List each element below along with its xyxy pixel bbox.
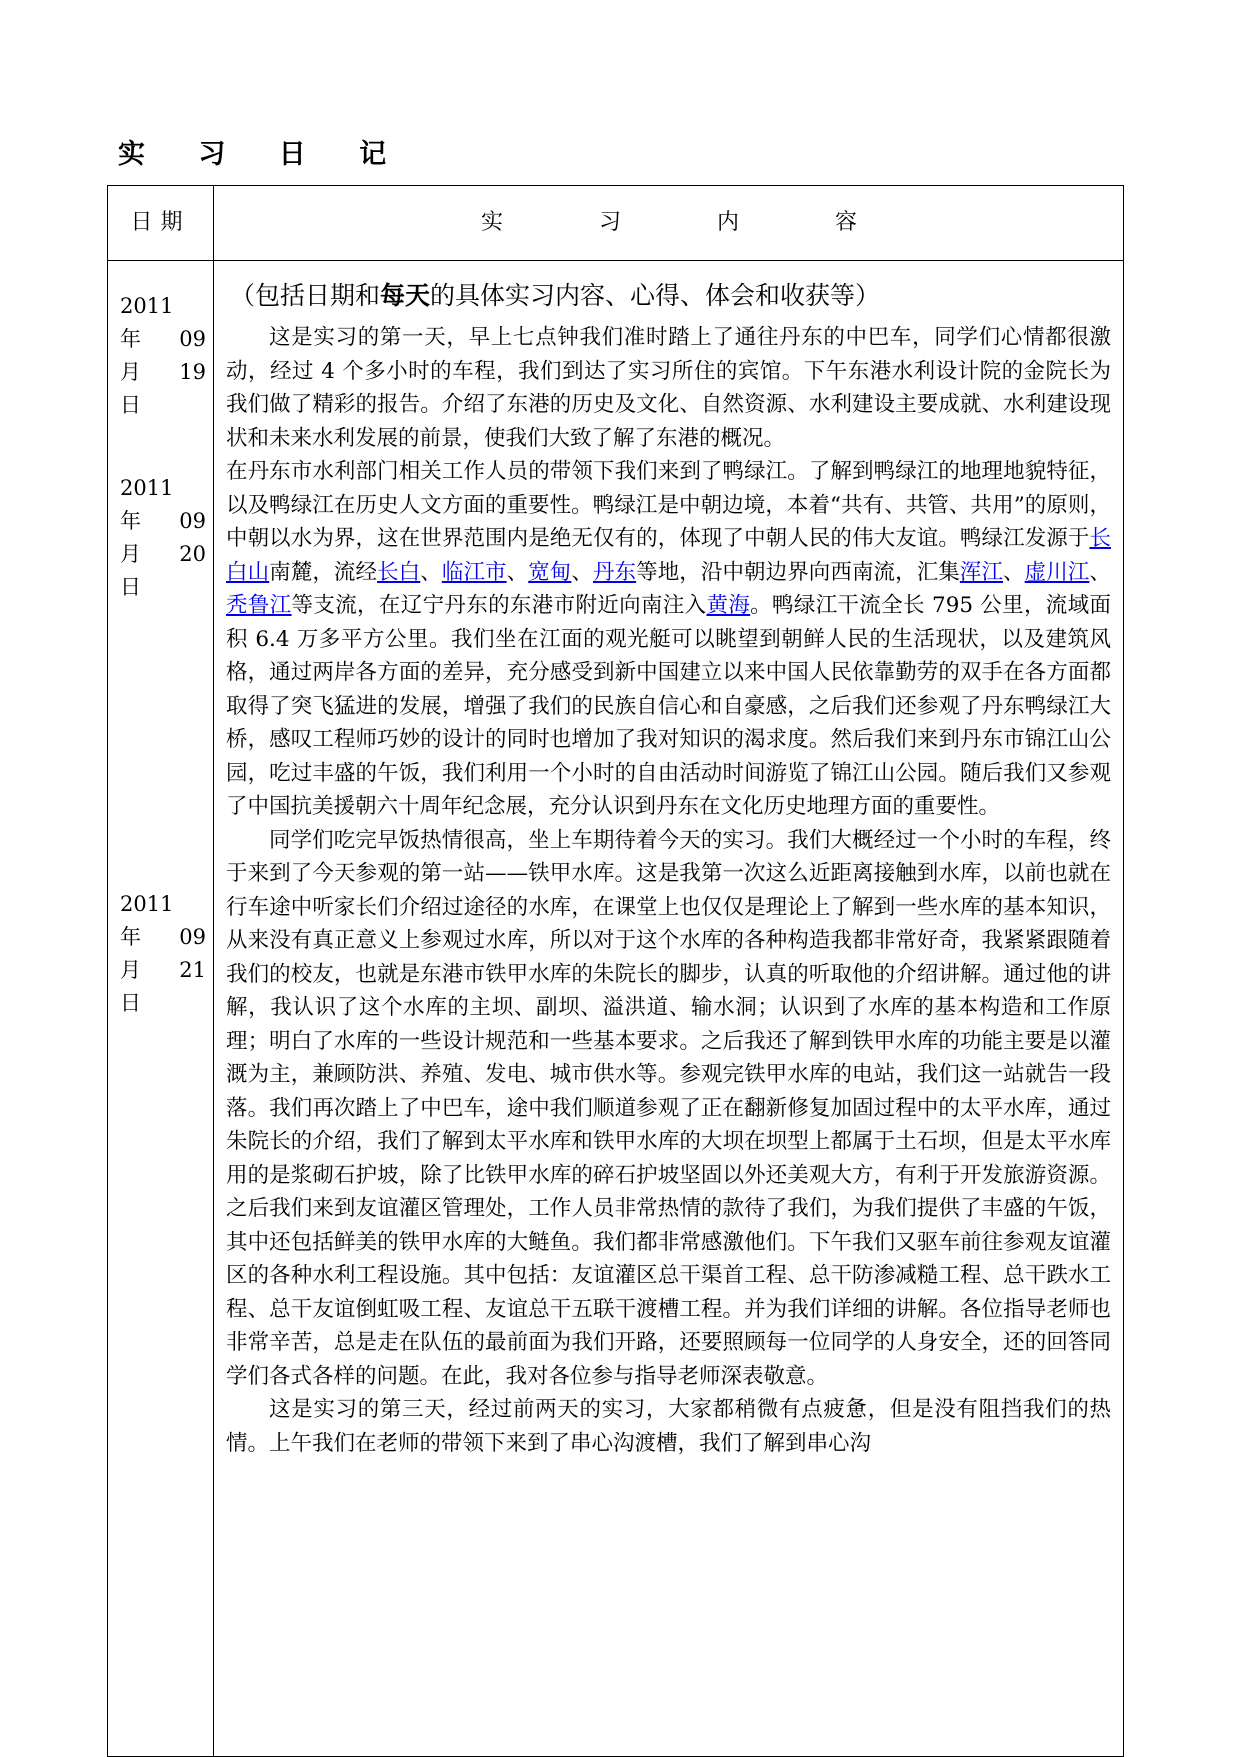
header-content-char: 实 xyxy=(480,210,503,235)
entry-day-3: 同学们吃完早饭热情很高，坐上车期待着今天的实习。我们大概经过一个小时的车程，终于来到了今天参观的第一站——铁甲水库。这是我第一次这么近距离接触到水库，以前也就在行车途中听家长们介绍过途径的水库，在课堂上也仅仅是理论上了解到一些水库的基本知识，从来没有真正意义上参观过水库，所以对于这个水库的各种构造我都非常好奇，我紧紧跟随着我们的校友，也就是东港市铁甲水库的朱院长的脚步，认真的听取他的介绍讲解。通过他的讲解，我认识了这个水库的主坝、副坝、溢洪道、输水洞；认识到了水库的基本构造和工作原理；明白了水库的一些设计规范和一些基本要求。之后我还了解到铁甲水库的功能主要是以灌溉为主，兼顾防洪、养殖、发电、城市供水等。参观完铁甲水库的电站，我们这一站就告一段落。我们再次踏上了中巴车，途中我们顺道参观了正在翻新修复加固过程中的太平水库，通过朱院长的介绍，我们了解到太平水库和铁甲水库的大坝在坝型上都属于土石坝，但是太平水库用的是浆砌石护坡，除了比铁甲水库的碎石护坡坚固以外还美观大方，有利于开发旅游资源。之后我们来到友谊灌区管理处，工作人员非常热情的款待了我们，为我们提供了丰盛的午饭，其中还包括鲜美的铁甲水库的大鲢鱼。我们都非常感激他们。下午我们又驱车前往参观友谊灌区的各种水利工程设施。其中包括：友谊灌区总干渠首工程、总干防渗减糙工程、总干跌水工程、总干友谊倒虹吸工程、友谊总干五联干渡槽工程。并为我们详细的讲解。各位指导老师也非常辛苦，总是走在队伍的最前面为我们开路，还要照顾每一位同学的人身安全，还的回答同学们各式各样的问题。在此，我对各位参与指导老师深表敬意。 xyxy=(226,827,1111,1389)
entry-day-2: 在丹东市水利部门相关工作人员的带领下我们来到了鸭绿江。了解到鸭绿江的地理地貌特征，以及鸭绿江在历史人文方面的重要性。鸭绿江是中朝边境，本着“共有、共管、共用”的原则，中朝以水为界，这在世界范围内是绝无仅有的，体现了中朝人民的伟大友谊。鸭绿江发源于长白山南麓，流经长白、临江市、宽甸、丹东等地，沿中朝边界向西南流，汇集浑江、虚川江、秃鲁江等支流，在辽宁丹东的东港市附近向南注入黄海。鸭绿江干流全长 795 公里，流域面积 6.4 万多平方公里。我们坐在江面的观光艇可以眺望到朝鲜人民的生活现状，以及建筑风格，通过两岸各方面的差异，充分感受到新中国建立以来中国人民依靠勤劳的双手在各方面都取得了突飞猛进的发展，增强了我们的民族自信心和自豪感，之后我们还参观了丹东鸭绿江大桥，感叹工程师巧妙的设计的同时也增加了我对知识的渴求度。然后我们来到丹东市锦江山公园，吃过丰盛的午饭，我们利用一个小时的自由活动时间游览了锦江山公园。随后我们又参观了中国抗美援朝六十周年纪念展，充分认识到丹东在文化历史地理方面的重要性。 xyxy=(226,459,1111,819)
instruction-emphasis: 每天 xyxy=(380,281,431,310)
link-dandong[interactable]: 丹东 xyxy=(592,559,637,585)
content-instruction: （包括日期和每天的具体实习内容、心得、体会和收获等） xyxy=(230,281,881,310)
diary-table xyxy=(107,185,1124,1757)
link-changbai[interactable]: 长白 xyxy=(377,559,421,585)
header-content-char: 容 xyxy=(835,210,858,235)
diary-content xyxy=(226,321,1111,1460)
entry-day-4: 这是实习的第三天，经过前两天的实习，大家都稍微有点疲惫，但是没有阻挡我们的热情。上午我们在老师的带领下来到了串心沟渡槽，我们了解到串心沟 xyxy=(226,1397,1111,1456)
entry-day-1: 这是实习的第一天，早上七点钟我们准时踏上了通往丹东的中巴车，同学们心情都很激动，经过 4 个多小时的车程，我们到达了实习所住的宾馆。下午东港水利设计院的金院长为我们做了精彩的报告。介绍了东港的历史及文化、自然资源、水利建设主要成就、水利建设现状和未来水利发展的前景，使我们大致了解了东港的概况。 xyxy=(226,325,1111,451)
header-date: 日期 xyxy=(130,210,191,235)
link-kuandian[interactable]: 宽甸 xyxy=(528,559,572,585)
header-content-char: 内 xyxy=(717,210,740,235)
date-cell-3: 2011 年 09 月 21 日 xyxy=(120,892,206,1015)
page-title: 实 习 日 记 xyxy=(118,139,409,170)
header-content xyxy=(215,186,1123,260)
link-huanghai[interactable]: 黄海 xyxy=(706,593,751,618)
link-tulujiang[interactable]: 秃鲁江 xyxy=(226,593,292,618)
link-changbaishan[interactable]: 长白山 xyxy=(226,526,1111,585)
link-hunjiang[interactable]: 浑江 xyxy=(959,559,1004,585)
header-content-char: 习 xyxy=(598,210,621,235)
date-cell-1: 2011 年 09 月 19 日 xyxy=(120,294,206,417)
date-cell-2: 2011 年 09 月 20 日 xyxy=(120,476,206,599)
link-linjiang[interactable]: 临江市 xyxy=(441,559,507,585)
column-divider xyxy=(213,186,214,1756)
link-xuchuanjiang[interactable]: 虚川江 xyxy=(1024,559,1090,585)
header-divider xyxy=(108,260,1123,261)
